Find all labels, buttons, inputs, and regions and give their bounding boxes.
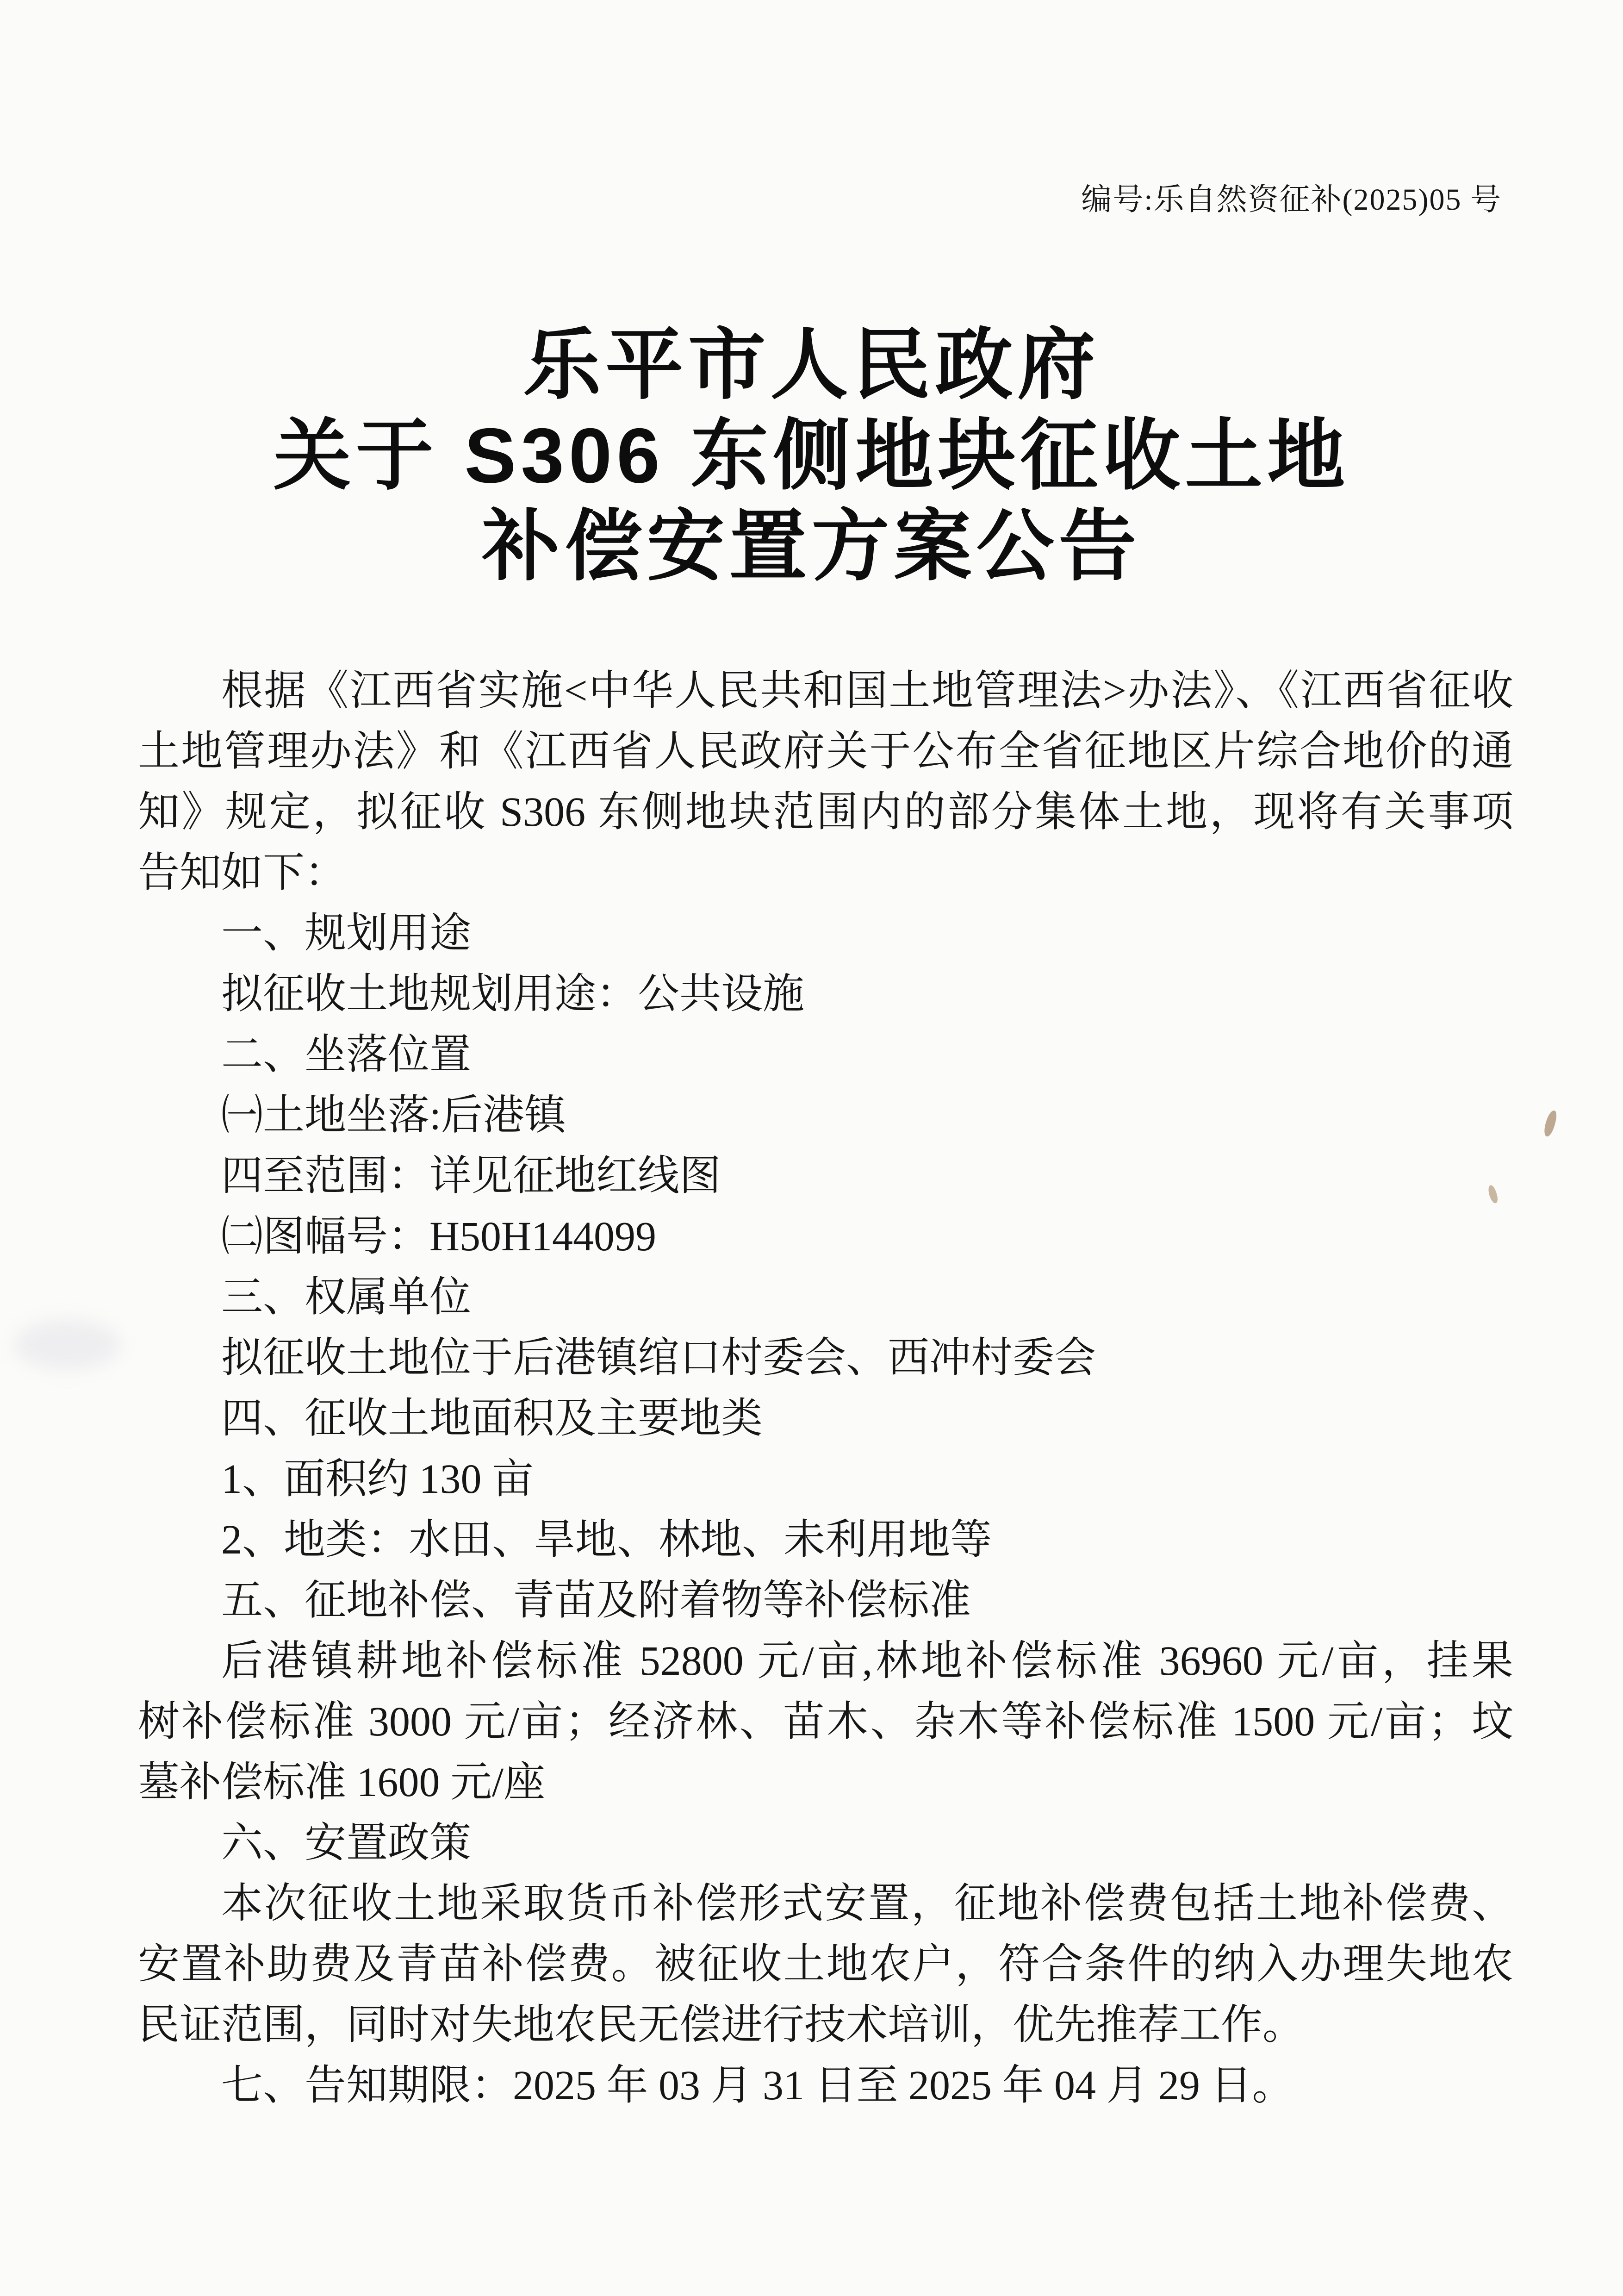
doc-title-line-3: 补偿安置方案公告 [482, 503, 1141, 590]
heading-resettlement-policy: 六、安置政策 [221, 1820, 471, 1866]
doc-body [138, 661, 1513, 2116]
scan-speck [1542, 1109, 1558, 1137]
para-legal-basis-line: 土地管理办法》和《江西省人民政府关于公布全省征地区片综合地价的通 [138, 729, 1513, 774]
land-type-line: 2、地类：水田、旱地、林地、未利用地等 [221, 1517, 992, 1563]
para-legal-basis-line: 告知如下： [138, 850, 346, 896]
notice-period-line: 七、告知期限：2025 年 03 月 31 日至 2025 年 04 月 29 日。 [221, 2063, 1294, 2109]
doc-title-line-1: 乐平市人民政府 [523, 321, 1100, 408]
para-legal-basis-line: 根据《江西省实施<中华人民共和国土地管理法>办法》、《江西省征收 [221, 668, 1513, 714]
doc-title [0, 319, 1623, 592]
para-compensation-standard-line: 后港镇耕地补偿标准 52800 元/亩,林地补偿标准 36960 元/亩，挂果 [221, 1638, 1513, 1684]
para-resettlement-policy-line: 本次征收土地采取货币补偿形式安置，征地补偿费包括土地补偿费、 [221, 1881, 1513, 1927]
map-sheet-number-line: ㈡图幅号：H50H144099 [221, 1214, 656, 1260]
ownership-unit-line: 拟征收土地位于后港镇绾口村委会、西冲村委会 [221, 1335, 1096, 1381]
land-location-line: ㈠土地坐落:后港镇 [221, 1092, 566, 1138]
para-compensation-standard-line: 墓补偿标准 1600 元/座 [138, 1759, 546, 1805]
heading-location: 二、坐落位置 [221, 1032, 471, 1078]
para-resettlement-policy-line: 安置补助费及青苗补偿费。被征收土地农户，符合条件的纳入办理失地农 [138, 1941, 1513, 1987]
doc-title-line-2: 关于 S306 东侧地块征收土地 [273, 412, 1350, 499]
land-area-line: 1、面积约 130 亩 [221, 1456, 534, 1502]
planning-use-value: 拟征收土地规划用途：公共设施 [221, 971, 804, 1017]
doc-serial-number: 编号:乐自然资征补(2025)05 号 [1081, 183, 1502, 217]
heading-ownership-unit: 三、权属单位 [221, 1274, 471, 1320]
boundary-range-line: 四至范围：详见征地红线图 [221, 1153, 721, 1199]
heading-compensation-standard: 五、征地补偿、青苗及附着物等补偿标准 [221, 1578, 971, 1623]
heading-planning-use: 一、规划用途 [221, 911, 471, 956]
heading-land-area-type: 四、征收土地面积及主要地类 [221, 1396, 763, 1441]
para-legal-basis-line: 知》规定，拟征收 S306 东侧地块范围内的部分集体土地，现将有关事项 [138, 789, 1513, 835]
scan-smudge [14, 1319, 120, 1370]
para-compensation-standard-line: 树补偿标准 3000 元/亩；经济林、苗木、杂木等补偿标准 1500 元/亩；坟 [138, 1699, 1513, 1745]
para-resettlement-policy-line: 民证范围，同时对失地农民无偿进行技术培训，优先推荐工作。 [138, 2002, 1304, 2048]
